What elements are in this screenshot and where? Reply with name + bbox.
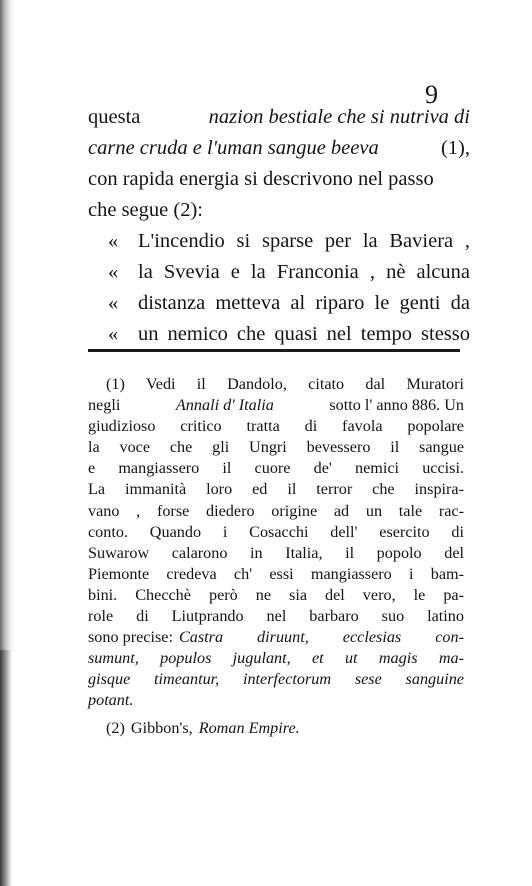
footnote-line: giudizioso critico tratta di favola popolare [88,417,464,436]
text-line: che segue (2): [88,199,203,221]
text-line: questa nazion bestiale che si nutriva di [88,106,470,128]
footnote-2: (2) Gibbon's, Roman Empire. [106,718,300,737]
quote-line: « un nemico che quasi nel tempo stesso [108,323,470,345]
footnote-line: Piemonte credeva ch' essi mangiassero i bam- [88,564,464,583]
footnotes [88,374,464,739]
page-number: 9 [425,80,438,109]
footnote-line: sono precise: Castra diruunt, ecclesias con- [88,628,464,647]
footnote-line: conto. Quando i Cosacchi dell' esercito di [88,522,464,541]
footnote-line: role di Liutprando nel barbaro suo latino [88,607,464,626]
text-line: carne cruda e l'uman sangue beeva (1), [88,137,470,159]
footnote-line: negli Annali d' Italia sotto l' anno 886. Un [88,396,464,415]
footnote-line: (1) Vedi il Dandolo, citato dal Muratori [106,375,464,393]
page-edge-shadow-bottom [0,650,12,886]
footnote-line: e mangiassero il cuore de' nemici uccisi. [88,459,464,478]
footnote-line: gisque timeantur, interfectorum sese sanguine [88,670,464,689]
footnote-line: potant. [88,691,134,710]
footnote-line: bini. Checchè però ne sia del vero, le pa- [88,585,464,604]
main-text [88,102,470,350]
quote-line: « distanza metteva al riparo le genti da [108,292,470,314]
footnote-line: Suwarow calarono in Italia, il popolo del [88,543,464,562]
footnote-line: vano , forse diedero origine ad un tale rac- [88,501,464,520]
footnote-line: la voce che gli Ungri bevessero il sangue [88,438,464,457]
text-line: con rapida energia si descrivono nel passo [88,168,434,190]
quote-line: « la Svevia e la Franconia , nè alcuna [108,261,470,283]
footnote-separator [88,349,460,352]
footnote-line: sumunt, populos jugulant, et ut magis ma- [88,649,464,668]
quote-line: « L'incendio si sparse per la Baviera , [108,230,470,252]
footnote-line: La immanità loro ed il terror che inspira- [88,480,464,499]
